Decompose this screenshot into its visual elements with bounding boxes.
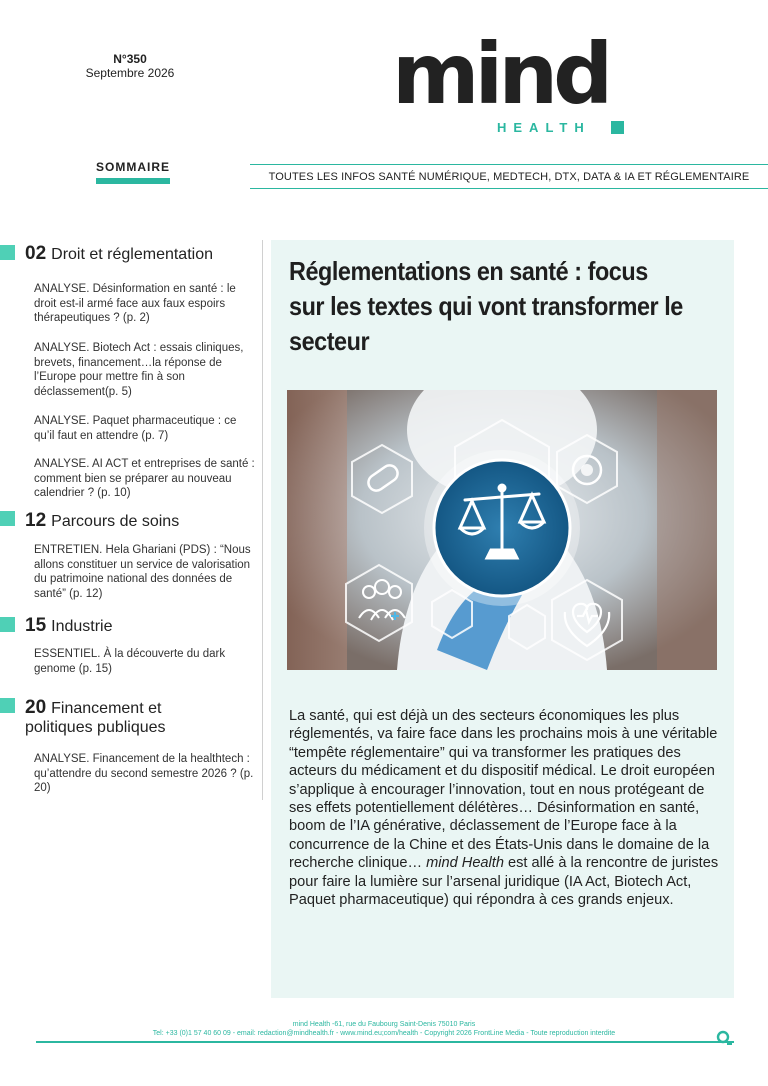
footer-logo-icon	[715, 1030, 733, 1046]
logo-square	[611, 121, 624, 134]
column-divider	[262, 240, 263, 800]
feature-body-brand: mind Health	[426, 855, 504, 872]
section-heading-financement[interactable]	[25, 698, 161, 719]
section-marker	[0, 511, 15, 526]
sommaire-heading: SOMMAIRE	[96, 160, 170, 174]
feature-body-text-2: est allé à la rencontre de juristes pour faire la lumière sur l’arsenal juridique (IA Act, Biotech Act, Paquet pharmaceutique) qui répondra à ces grands enjeux.	[289, 855, 719, 909]
issue-number: N°350	[113, 52, 147, 66]
section-marker	[0, 698, 15, 713]
section-title: Droit et réglementation	[51, 246, 213, 263]
section-marker	[0, 617, 15, 632]
section-number: 20	[25, 697, 47, 718]
tagline-rule-top	[250, 164, 768, 165]
logo-wordmark: mind	[392, 25, 609, 123]
toc-item[interactable]: ANALYSE. Paquet pharmaceutique : ce qu’il faut en attendre (p. 7)	[34, 415, 237, 442]
section-number: 02	[25, 243, 47, 264]
footer-contact: Tel: +33 (0)1 57 40 60 09 - email: redaction@mindhealth.fr - www.mind.eu;com/health - Copyright 2026 FrontLine Media - Toute reproduction interdite	[152, 1030, 616, 1037]
feature-body-text-1: La santé, qui est déjà un des secteurs économiques les plus réglementés, va faire face dans les prochains mois à une véritable “tempête réglementaire” qui va transformer les pratiques des acteurs du médicament et du dispositif médical. Le droit européen s’applique à encourager l’innovation, tout en nous protégeant de ses effets potentiellement délétères… Désinformation en santé, boom de l’IA générative, déclassement de l’Europe face à la concurrence de la Chine et des États-Unis dans le domaine de la recherche clinique…	[289, 708, 718, 872]
section-title: Industrie	[51, 618, 113, 635]
logo-subtitle: HEALTH	[497, 120, 591, 135]
section-title-line2: politiques publiques	[25, 719, 166, 736]
toc-item[interactable]: ANALYSE. Biotech Act : essais cliniques, brevets, financement…la réponse de l’Europe pour mettre fin à son déclassement(p. 5)	[34, 342, 244, 398]
section-heading-droit[interactable]	[25, 244, 213, 265]
toc-item[interactable]: ANALYSE. Désinformation en santé : le droit est-il armé face aux faux espoirs thérapeutiques ? (p. 2)	[34, 283, 236, 324]
section-number: 12	[25, 510, 47, 531]
section-heading-industrie[interactable]	[25, 616, 113, 637]
toc-item[interactable]: ENTRETIEN. Hela Ghariani (PDS) : “Nous allons constituer un service de valorisation du patrimoine national des données de santé” (p. 12)	[34, 544, 251, 600]
section-title: Parcours de soins	[51, 513, 180, 530]
footer-rule	[36, 1041, 734, 1043]
tagline: TOUTES LES INFOS SANTÉ NUMÉRIQUE, MEDTECH, DTX, DATA & IA ET RÉGLEMENTAIRE	[268, 171, 750, 183]
feature-title: Réglementations en santé : focus sur les textes qui vont transformer le secteur	[289, 256, 683, 356]
footer-address: mind Health -61, rue du Faubourg Saint-Denis 75010 Paris	[292, 1021, 476, 1028]
toc-item[interactable]: ESSENTIEL. À la découverte du dark genome (p. 15)	[34, 648, 226, 675]
feature-body	[289, 707, 721, 909]
toc-item[interactable]: ANALYSE. Financement de la healthtech : qu’attendre du second semestre 2026 ? (p. 20)	[34, 753, 254, 794]
tagline-rule-bottom	[250, 188, 768, 189]
section-number: 15	[25, 615, 47, 636]
sommaire-underline	[96, 178, 170, 184]
section-title-line1: Financement et	[51, 700, 162, 717]
feature-photo	[287, 390, 717, 670]
issue-date: Septembre 2026	[85, 66, 175, 80]
section-heading-parcours[interactable]	[25, 511, 179, 532]
toc-item[interactable]: ANALYSE. AI ACT et entreprises de santé : comment bien se préparer au nouveau calendrier ? (p. 10)	[34, 458, 255, 499]
mind-health-logo	[392, 25, 632, 138]
section-marker	[0, 245, 15, 260]
